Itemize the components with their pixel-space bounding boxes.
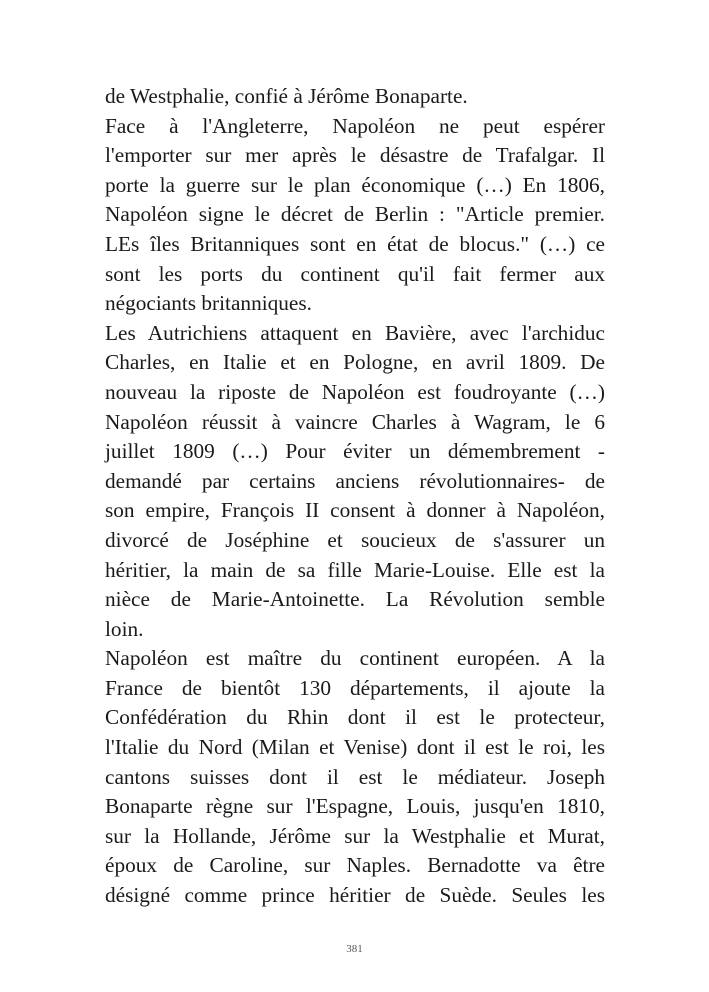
text-line: porte la guerre sur le plan économique (…) En 1806, [105, 172, 605, 197]
text-line: nouveau la riposte de Napoléon est foudroyante (…) [105, 379, 605, 404]
text-line: Napoléon signe le décret de Berlin : "Article premier. [105, 202, 605, 227]
text-line: Face à l'Angleterre, Napoléon ne peut espérer [105, 113, 605, 138]
text-line: sur la Hollande, Jérôme sur la Westphalie et Murat, [105, 823, 605, 848]
text-line: l'Italie du Nord (Milan et Venise) dont il est le roi, les [105, 735, 605, 760]
text-line: l'emporter sur mer après le désastre de Trafalgar. Il [105, 143, 605, 168]
text-line: désigné comme prince héritier de Suède. Seules les [105, 883, 605, 908]
text-line: juillet 1809 (…) Pour éviter un démembrement - [105, 439, 605, 464]
text-line: LEs îles Britanniques sont en état de blocus." (…) ce [105, 231, 605, 256]
text-line: époux de Caroline, sur Naples. Bernadotte va être [105, 853, 605, 878]
text-line: négociants britanniques. [105, 291, 312, 316]
body-text [105, 82, 605, 911]
page-number: 381 [346, 943, 363, 955]
text-line: héritier, la main de sa fille Marie-Louise. Elle est la [105, 557, 605, 582]
text-line: divorcé de Joséphine et soucieux de s'assurer un [105, 527, 605, 552]
text-line: nièce de Marie-Antoinette. La Révolution semble [105, 587, 605, 612]
text-line: cantons suisses dont il est le médiateur. Joseph [105, 764, 605, 789]
text-line: loin. [105, 616, 144, 641]
text-line: Confédération du Rhin dont il est le protecteur, [105, 705, 605, 730]
text-line: demandé par certains anciens révolutionnaires- de [105, 468, 605, 493]
text-line: Napoléon est maître du continent européen. A la [105, 646, 605, 671]
text-line: Bonaparte règne sur l'Espagne, Louis, jusqu'en 1810, [105, 794, 605, 819]
text-line: Napoléon réussit à vaincre Charles à Wagram, le 6 [105, 409, 605, 434]
text-line: de Westphalie, confié à Jérôme Bonaparte. [105, 84, 468, 108]
text-line: sont les ports du continent qu'il fait fermer aux [105, 261, 605, 286]
text-line: Charles, en Italie et en Pologne, en avril 1809. De [105, 350, 605, 375]
text-line: son empire, François II consent à donner à Napoléon, [105, 498, 605, 523]
text-line: France de bientôt 130 départements, il ajoute la [105, 675, 605, 700]
text-line: Les Autrichiens attaquent en Bavière, avec l'archiduc [105, 320, 605, 345]
